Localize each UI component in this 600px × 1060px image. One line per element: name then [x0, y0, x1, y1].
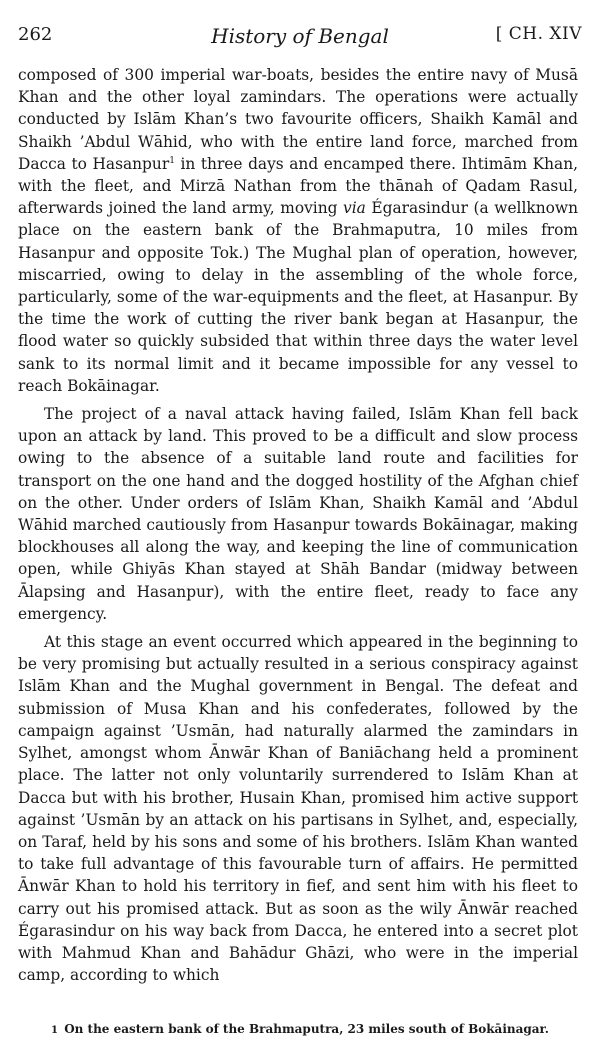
paragraph-1: composed of 300 imperial war-boats, besides the entire navy of Musā Khan and the other loyal zamindars. The operations were actually conducted by Islām Khan’s two favourite officers, Shaikh Kamāl and Shaikh ’Abdul Wāhid, who with the entire land force, marched from Dacca to Hasanpur$^1$ in three days and encamped there. Ihtimām Khan, with the fleet, and Mirzā Nathan from the thānah of Qadam Rasul, afterwards joined the land army, moving via Égarasindur (a wellknown place on the eastern bank of the Brahmaputra, 10 miles from Hasanpur and opposite Tok.) The Mughal plan of operation, however, miscarried, owing to delay in the assembling of the whole force, particularly, some of the war-equipments and the fleet, at Hasanpur. By the time the work of cutting the river bank began at Hasanpur, the flood water so quickly subsided that within three days the water level sank to its normal limit and it became impossible for any vessel to reach Bokāinagar. — [18, 66, 579, 395]
footnote-marker: 1 — [51, 1025, 58, 1036]
running-title: History of Bengal — [211, 24, 389, 48]
page-body — [18, 64, 578, 986]
paragraph-3: At this stage an event occurred which appeared in the beginning to be very promising but actually resulted in a serious conspiracy against Islām Khan and the Mughal government in Bengal. The defeat and submission of Musa Khan and his confederates, followed by the campaign against ’Usmān, had naturally alarmed the zamindars in Sylhet, amongst whom Ānwār Khan of Baniāchang held a prominent place. The latter not only voluntarily surrendered to Islām Khan at Dacca but with his brother, Husain Khan, promised him active support against ’Usmān by an attack on his partisans in Sylhet, and, especially, on Taraf, held by his sons and some of his brothers. Islām Khan wanted to take full advantage of this favourable turn of affairs. He permitted Ānwār Khan to hold his territory in fief, and sent him with his fleet to carry out his promised attack. But as soon as the wily Ānwār reached Égarasindur on his way back from Dacca, he entered into a secret plot with Mahmud Khan and Bahādur Ghāzi, who were in the imperial camp, according to which — [18, 633, 578, 985]
chapter-marker: [ CH. XIV — [495, 24, 582, 44]
footnote-ref: 1 — [169, 155, 175, 166]
page-number: 262 — [18, 24, 53, 45]
paragraph-2: The project of a naval attack having failed, Islām Khan fell back upon an attack by land. This proved to be a difficult and slow process owing to the absence of a suitable land route and facilities for transport on the one hand and the dogged hostility of the Afghan chief on the other. Under orders of Islām Khan, Shaikh Kamāl and ’Abdul Wāhid marched cautiously from Hasanpur towards Bokāinagar, making blockhouses all along the way, and keeping the line of communication open, while Ghiyās Khan stayed at Shāh Bandar (midway between Ālapsing and Hasanpur), with the entire fleet, ready to face any emergency. — [18, 405, 578, 623]
page-header — [18, 24, 582, 50]
footnote-text: On the eastern bank of the Brahmaputra, 23 miles south of Bokāinagar. — [64, 1022, 549, 1036]
footnote — [0, 1022, 600, 1036]
